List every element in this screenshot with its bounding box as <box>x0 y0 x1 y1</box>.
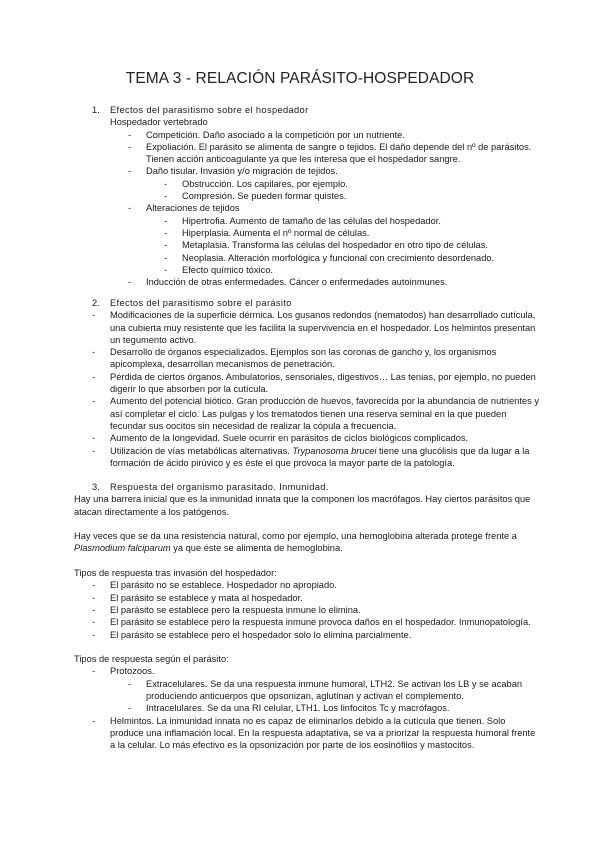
paragraph-line: atacan directamente a los patógenos. <box>74 506 230 517</box>
species-name: Trypanosoma brucei <box>292 445 377 456</box>
list-item-continuation: apicomplexa, desarrollan mecanismos de penetración. <box>110 359 335 370</box>
bullet-dash: - <box>92 396 96 407</box>
bullet-dash: - <box>164 252 168 263</box>
list-item: Inducción de otras enfermedades. Cáncer o enfermedades autoinmunes. <box>146 277 448 288</box>
list-item: Desarrollo de órganos especializados. Ejemplos son las coronas de gancho y, los organismos <box>110 347 497 358</box>
bullet-dash: - <box>128 129 132 140</box>
bullet-dash: - <box>92 604 96 615</box>
bullet-dash: - <box>164 227 168 238</box>
list-item: Helmintos. La inmunidad innata no es capaz de eliminarlos debido a la cutícula que tienen. Solo <box>110 715 506 726</box>
list-item: Pérdida de ciertos órganos. Ambulatorios, sensoriales, digestivos… Las tenias, por ejemplo, no pueden <box>110 371 536 382</box>
list-item: Hiperplasia. Aumenta el nº normal de células. <box>182 227 370 238</box>
list-item: Hipertrofia. Aumento de tamaño de las células del hospedador. <box>182 215 441 226</box>
list-item: El parásito se establece y mata al hospedador. <box>110 592 303 603</box>
bullet-dash: - <box>92 629 96 640</box>
bullet-dash: - <box>92 371 96 382</box>
list-item: Utilización de vías metabólicas alternativas. Trypanosoma brucei tiene una glucólisis que da lugar a la <box>110 445 530 456</box>
list-item: Metaplasia. Transforma las células del hospedador en otro tipo de células. <box>182 240 488 251</box>
list-item: Obstrucción. Los capilares, por ejemplo. <box>182 178 348 189</box>
list-item-continuation: digerir lo que absorben por la cutícula. <box>110 384 269 395</box>
bullet-dash: - <box>92 715 96 726</box>
list-heading: Tipos de respuesta según el parásito: <box>74 654 229 665</box>
bullet-dash: - <box>92 347 96 358</box>
list-item-continuation: produciendo anticuerpos que opsonizan, aglutinan y activan el complemento. <box>146 691 464 702</box>
list-item: Daño tisular. Invasión y/o migración de tejidos. <box>146 166 338 177</box>
list-item-continuation: así completar el ciclo. Las pulgas y los trematodos tienen una reserva seminal en la que pueden <box>110 408 507 419</box>
section-2 <box>0 297 600 469</box>
page-title: TEMA 3 - RELACIÓN PARÁSITO-HOSPEDADOR <box>125 70 475 87</box>
list-item: El parásito se establece pero el hospedador solo lo elimina parcialmente. <box>110 629 412 640</box>
list-item-continuation: una cubierta muy resistente que les facilita la supervivencia en el hospedador. Los helmintos presentan <box>110 322 536 333</box>
bullet-dash: - <box>92 433 96 444</box>
paragraph-line: Hay una barrera inicial que es la inmunidad innata que la componen los macrófagos. Hay ciertos parásitos que <box>74 494 531 505</box>
list-item-continuation: produce una inflamación local. En la respuesta adaptativa, se va a priorizar la respuesta humoral frente <box>110 727 536 738</box>
bullet-dash: - <box>92 666 96 677</box>
list-item: El parásito se establece pero la respuesta inmune lo elimina. <box>110 604 361 615</box>
section-heading: Respuesta del organismo parasitado. Inmunidad. <box>110 482 329 492</box>
subheading: Hospedador vertebrado <box>110 117 208 128</box>
list-heading: Tipos de respuesta tras invasión del hospedador: <box>74 568 277 579</box>
list-item: Aumento del potencial biótico. Gran producción de huevos, favorecida por la abundancia de nutrientes y <box>110 396 539 407</box>
list-item-continuation: formación de ácido pirúvico y es éste el que provoca la mayor parte de la patología. <box>110 457 455 468</box>
list-item: Expoliación. El parásito se alimenta de sangre o tejidos. El daño depende del nº de parásitos. <box>146 141 532 152</box>
bullet-dash: - <box>128 678 132 689</box>
paragraph-line: Plasmodium falciparum ya que éste se alimenta de hemoglobina. <box>74 543 343 554</box>
bullet-dash: - <box>128 277 132 288</box>
list-item: El parásito no se establece. Hospedador no apropiado. <box>110 580 337 591</box>
section-number: 3. <box>92 482 100 492</box>
list-item: Alteraciones de tejidos <box>146 203 240 214</box>
bullet-dash: - <box>164 240 168 251</box>
list-item-continuation: un tegumento activo. <box>110 334 197 345</box>
bullet-dash: - <box>164 215 168 226</box>
section-heading: Efectos del parasitismo sobre el hospedador <box>110 105 309 115</box>
list-item: Neoplasia. Alteración morfológica y funcional con crecimiento desordenado. <box>182 252 495 263</box>
bullet-dash: - <box>128 703 132 714</box>
bullet-dash: - <box>128 141 132 152</box>
bullet-dash: - <box>92 445 96 456</box>
list-item: El parásito se establece pero la respuesta inmune provoca daños en el hospedador. Inmunopatología. <box>110 617 531 628</box>
list-item: Aumento de la longevidad. Suele ocurrir en parásitos de ciclos biológicos complicados. <box>110 433 469 444</box>
bullet-dash: - <box>92 580 96 591</box>
section-heading: Efectos del parasitismo sobre el parásito <box>110 298 292 308</box>
list-item: Intracelulares. Se da una RI celular, LTH1. Los linfocitos Tc y macrófagos. <box>146 703 450 714</box>
section-number: 1. <box>92 105 100 115</box>
bullet-dash: - <box>128 166 132 177</box>
bullet-dash: - <box>92 310 96 321</box>
bullet-dash: - <box>92 592 96 603</box>
list-item: Efecto químico tóxico. <box>182 264 273 275</box>
list-item: Competición. Daño asociado a la competición por un nutriente. <box>146 129 405 140</box>
list-item: Extracelulares. Se da una respuesta inmune humoral, LTH2. Se activan los LB y se acaban <box>146 678 523 689</box>
species-name: Plasmodium falciparum <box>74 543 171 554</box>
bullet-dash: - <box>164 178 168 189</box>
section-3 <box>0 481 600 752</box>
bullet-dash: - <box>128 203 132 214</box>
bullet-dash: - <box>164 191 168 202</box>
list-item-continuation: fecundar sus oocitos sin necesidad de realizar la cópula a frecuencia. <box>110 420 397 431</box>
paragraph-line: Hay veces que se da una resistencia natural, como por ejemplo, una hemoglobina alterada protege frente a <box>74 531 517 542</box>
list-item-continuation: Tienen acción anticoagulante ya que les interesa que el hospedador sangre. <box>146 154 461 165</box>
bullet-dash: - <box>92 617 96 628</box>
list-item-continuation: a la celular. Lo más efectivo es la opsonización por parte de los eosinófilos y mastocitos. <box>110 740 475 751</box>
list-item: Compresión. Se pueden formar quistes. <box>182 191 347 202</box>
list-item: Protozoos. <box>110 666 155 677</box>
section-number: 2. <box>92 298 100 308</box>
bullet-dash: - <box>164 264 168 275</box>
section-1 <box>0 104 600 288</box>
list-item: Modificaciones de la superficie dérmica. Los gusanos redondos (nematodos) han desarrollado cutícula, <box>110 310 536 321</box>
